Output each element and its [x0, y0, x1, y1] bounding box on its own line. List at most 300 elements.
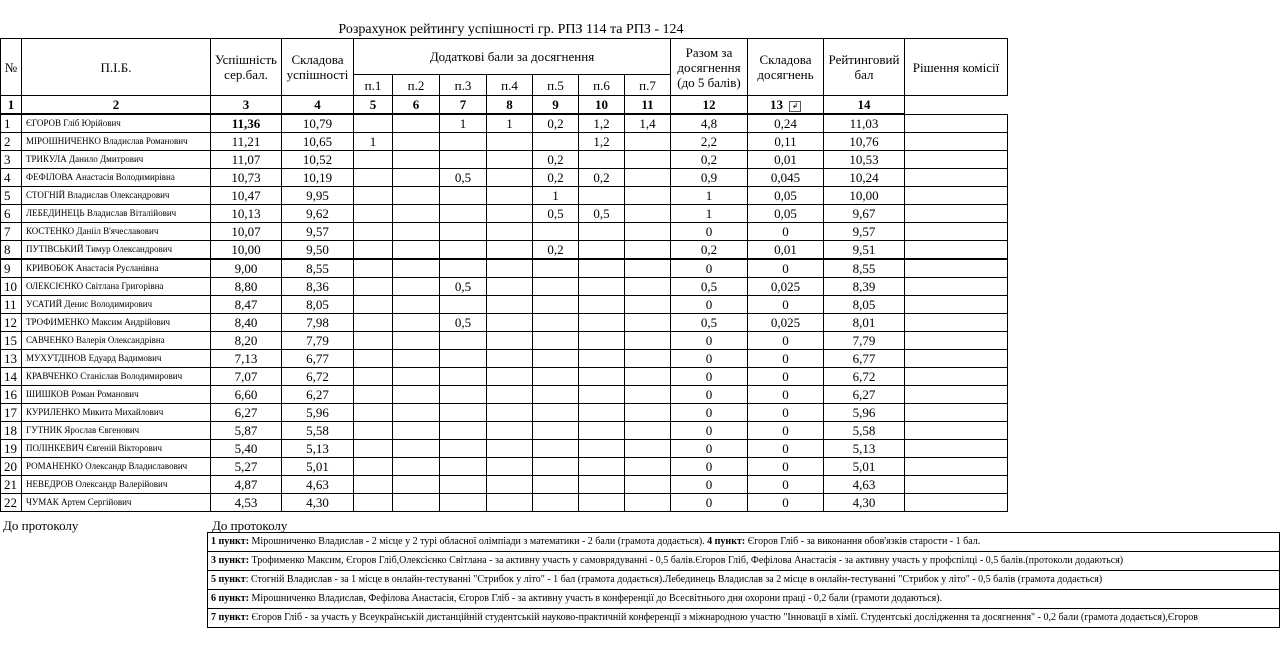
- cell-average[interactable]: 4,53: [211, 494, 282, 512]
- cell-sum[interactable]: 0,9: [671, 169, 748, 187]
- cell-point-4[interactable]: [487, 151, 533, 169]
- cell-point-1[interactable]: [354, 476, 393, 494]
- cell-point-6[interactable]: [579, 296, 625, 314]
- protocol-note[interactable]: [207, 571, 1280, 590]
- cell-point-5[interactable]: [533, 476, 579, 494]
- cell-point-5[interactable]: [533, 422, 579, 440]
- cell-point-2[interactable]: [393, 296, 440, 314]
- protocol-note[interactable]: [207, 532, 1280, 552]
- cell-point-4[interactable]: [487, 169, 533, 187]
- cell-number[interactable]: 12: [1, 314, 22, 332]
- cell-name[interactable]: СТОГНІЙ Владислав Олександрович: [22, 187, 211, 205]
- cell-decision[interactable]: [905, 151, 1008, 169]
- protocol-note[interactable]: [207, 609, 1280, 628]
- cell-sum[interactable]: 0,2: [671, 151, 748, 169]
- cell-rating[interactable]: 6,77: [824, 350, 905, 368]
- cell-point-3[interactable]: [440, 187, 487, 205]
- cell-component[interactable]: 9,57: [282, 223, 354, 241]
- cell-point-7[interactable]: [625, 476, 671, 494]
- cell-number[interactable]: 20: [1, 458, 22, 476]
- cell-point-6[interactable]: [579, 223, 625, 241]
- cell-rating[interactable]: 5,58: [824, 422, 905, 440]
- cell-point-3[interactable]: 0,5: [440, 169, 487, 187]
- cell-point-1[interactable]: [354, 205, 393, 223]
- cell-component[interactable]: 6,72: [282, 368, 354, 386]
- cell-point-7[interactable]: [625, 332, 671, 350]
- cell-number[interactable]: 11: [1, 296, 22, 314]
- cell-name[interactable]: КУРИЛЕНКО Микита Михайлович: [22, 404, 211, 422]
- cell-point-1[interactable]: [354, 278, 393, 296]
- cell-point-7[interactable]: [625, 205, 671, 223]
- cell-achievement[interactable]: 0: [748, 440, 824, 458]
- cell-decision[interactable]: [905, 169, 1008, 187]
- cell-point-1[interactable]: [354, 259, 393, 278]
- cell-rating[interactable]: 10,00: [824, 187, 905, 205]
- cell-point-3[interactable]: 0,5: [440, 314, 487, 332]
- cell-point-5[interactable]: [533, 350, 579, 368]
- cell-point-7[interactable]: [625, 494, 671, 512]
- cell-point-1[interactable]: [354, 187, 393, 205]
- cell-component[interactable]: 5,96: [282, 404, 354, 422]
- cell-name[interactable]: ШИШКОВ Роман Романович: [22, 386, 211, 404]
- cell-achievement[interactable]: 0: [748, 476, 824, 494]
- cell-component[interactable]: 8,36: [282, 278, 354, 296]
- cell-number[interactable]: 9: [1, 259, 22, 278]
- cell-decision[interactable]: [905, 458, 1008, 476]
- cell-point-7[interactable]: 1,4: [625, 114, 671, 133]
- cell-number[interactable]: 6: [1, 205, 22, 223]
- cell-achievement[interactable]: 0: [748, 259, 824, 278]
- cell-point-7[interactable]: [625, 314, 671, 332]
- cell-point-3[interactable]: 1: [440, 114, 487, 133]
- cell-point-7[interactable]: [625, 386, 671, 404]
- cell-point-6[interactable]: [579, 422, 625, 440]
- cell-point-7[interactable]: [625, 350, 671, 368]
- cell-average[interactable]: 9,00: [211, 259, 282, 278]
- cell-decision[interactable]: [905, 187, 1008, 205]
- cell-point-6[interactable]: 1,2: [579, 133, 625, 151]
- cell-rating[interactable]: 8,55: [824, 259, 905, 278]
- cell-point-3[interactable]: [440, 241, 487, 260]
- cell-achievement[interactable]: 0,025: [748, 314, 824, 332]
- cell-point-7[interactable]: [625, 422, 671, 440]
- cell-point-2[interactable]: [393, 169, 440, 187]
- cell-achievement[interactable]: 0,01: [748, 241, 824, 260]
- cell-component[interactable]: 10,79: [282, 114, 354, 133]
- cell-achievement[interactable]: 0: [748, 404, 824, 422]
- cell-component[interactable]: 8,05: [282, 296, 354, 314]
- cell-point-4[interactable]: [487, 422, 533, 440]
- cell-component[interactable]: 9,62: [282, 205, 354, 223]
- cell-point-1[interactable]: [354, 494, 393, 512]
- cell-point-7[interactable]: [625, 259, 671, 278]
- cell-sum[interactable]: 2,2: [671, 133, 748, 151]
- cell-sum[interactable]: 0: [671, 332, 748, 350]
- cell-rating[interactable]: 5,01: [824, 458, 905, 476]
- cell-decision[interactable]: [905, 476, 1008, 494]
- cell-point-4[interactable]: [487, 404, 533, 422]
- cell-point-4[interactable]: [487, 386, 533, 404]
- cell-point-6[interactable]: [579, 241, 625, 260]
- cell-sum[interactable]: 0,5: [671, 278, 748, 296]
- cell-point-4[interactable]: [487, 440, 533, 458]
- cell-component[interactable]: 4,63: [282, 476, 354, 494]
- cell-point-4[interactable]: [487, 241, 533, 260]
- cell-point-5[interactable]: [533, 133, 579, 151]
- cell-point-4[interactable]: [487, 205, 533, 223]
- cell-rating[interactable]: 11,03: [824, 114, 905, 133]
- cell-component[interactable]: 9,95: [282, 187, 354, 205]
- cell-point-5[interactable]: [533, 386, 579, 404]
- cell-point-1[interactable]: [354, 296, 393, 314]
- cell-decision[interactable]: [905, 241, 1008, 260]
- cell-component[interactable]: 9,50: [282, 241, 354, 260]
- cell-component[interactable]: 7,98: [282, 314, 354, 332]
- cell-sum[interactable]: 0: [671, 494, 748, 512]
- cell-name[interactable]: ЛЕБЕДИНЕЦЬ Владислав Віталійович: [22, 205, 211, 223]
- cell-rating[interactable]: 9,51: [824, 241, 905, 260]
- cell-number[interactable]: 19: [1, 440, 22, 458]
- cell-sum[interactable]: 0: [671, 368, 748, 386]
- cell-point-4[interactable]: [487, 259, 533, 278]
- cell-achievement[interactable]: 0,045: [748, 169, 824, 187]
- cell-number[interactable]: 1: [1, 114, 22, 133]
- cell-point-7[interactable]: [625, 458, 671, 476]
- cell-point-7[interactable]: [625, 151, 671, 169]
- cell-sum[interactable]: 0: [671, 350, 748, 368]
- cell-sum[interactable]: 0: [671, 458, 748, 476]
- cell-achievement[interactable]: 0: [748, 386, 824, 404]
- cell-point-5[interactable]: 0,5: [533, 205, 579, 223]
- cell-decision[interactable]: [905, 386, 1008, 404]
- cell-point-1[interactable]: [354, 169, 393, 187]
- cell-decision[interactable]: [905, 223, 1008, 241]
- cell-rating[interactable]: 6,72: [824, 368, 905, 386]
- cell-component[interactable]: 10,52: [282, 151, 354, 169]
- cell-number[interactable]: 7: [1, 223, 22, 241]
- cell-sum[interactable]: 0: [671, 404, 748, 422]
- cell-point-6[interactable]: [579, 458, 625, 476]
- protocol-note[interactable]: [207, 552, 1280, 571]
- cell-sum[interactable]: 0,5: [671, 314, 748, 332]
- cell-achievement[interactable]: 0: [748, 458, 824, 476]
- cell-point-2[interactable]: [393, 114, 440, 133]
- cell-number[interactable]: 16: [1, 386, 22, 404]
- cell-component[interactable]: 8,55: [282, 259, 354, 278]
- cell-point-5[interactable]: 0,2: [533, 151, 579, 169]
- cell-component[interactable]: 5,13: [282, 440, 354, 458]
- cell-decision[interactable]: [905, 133, 1008, 151]
- cell-point-2[interactable]: [393, 494, 440, 512]
- cell-point-5[interactable]: [533, 278, 579, 296]
- cell-achievement[interactable]: 0,11: [748, 133, 824, 151]
- cell-point-6[interactable]: [579, 350, 625, 368]
- cell-point-1[interactable]: [354, 241, 393, 260]
- cell-sum[interactable]: 0: [671, 440, 748, 458]
- cell-name[interactable]: РОМАНЕНКО Олександр Владиславович: [22, 458, 211, 476]
- cell-point-2[interactable]: [393, 241, 440, 260]
- cell-point-1[interactable]: [354, 368, 393, 386]
- cell-name[interactable]: ГУТНИК Ярослав Євгенович: [22, 422, 211, 440]
- cell-point-3[interactable]: [440, 133, 487, 151]
- cell-average[interactable]: 4,87: [211, 476, 282, 494]
- cell-point-7[interactable]: [625, 241, 671, 260]
- cell-point-2[interactable]: [393, 350, 440, 368]
- cell-point-4[interactable]: [487, 133, 533, 151]
- cell-name[interactable]: САВЧЕНКО Валерія Олександрівна: [22, 332, 211, 350]
- cell-point-2[interactable]: [393, 476, 440, 494]
- cell-component[interactable]: 10,19: [282, 169, 354, 187]
- cell-name[interactable]: ПУТІВСЬКИЙ Тимур Олександрович: [22, 241, 211, 260]
- cell-point-2[interactable]: [393, 314, 440, 332]
- cell-point-4[interactable]: [487, 494, 533, 512]
- cell-average[interactable]: 6,27: [211, 404, 282, 422]
- cell-point-6[interactable]: [579, 187, 625, 205]
- cell-point-6[interactable]: [579, 368, 625, 386]
- cell-point-2[interactable]: [393, 133, 440, 151]
- cell-point-7[interactable]: [625, 440, 671, 458]
- cell-point-1[interactable]: [354, 404, 393, 422]
- cell-point-5[interactable]: [533, 458, 579, 476]
- cell-average[interactable]: 8,47: [211, 296, 282, 314]
- cell-point-3[interactable]: [440, 223, 487, 241]
- cell-point-4[interactable]: [487, 187, 533, 205]
- cell-component[interactable]: 7,79: [282, 332, 354, 350]
- cell-point-6[interactable]: [579, 404, 625, 422]
- cell-number[interactable]: 4: [1, 169, 22, 187]
- cell-point-3[interactable]: 0,5: [440, 278, 487, 296]
- cell-number[interactable]: 10: [1, 278, 22, 296]
- cell-point-1[interactable]: [354, 386, 393, 404]
- cell-rating[interactable]: 10,53: [824, 151, 905, 169]
- cell-point-6[interactable]: [579, 494, 625, 512]
- cell-decision[interactable]: [905, 332, 1008, 350]
- cell-achievement[interactable]: 0: [748, 494, 824, 512]
- cell-rating[interactable]: 6,27: [824, 386, 905, 404]
- cell-point-3[interactable]: [440, 458, 487, 476]
- cell-component[interactable]: 10,65: [282, 133, 354, 151]
- cell-name[interactable]: КРАВЧЕНКО Станіслав Володимирович: [22, 368, 211, 386]
- cell-component[interactable]: 4,30: [282, 494, 354, 512]
- cell-sum[interactable]: 0: [671, 386, 748, 404]
- cell-point-5[interactable]: [533, 223, 579, 241]
- cell-point-7[interactable]: [625, 187, 671, 205]
- cell-achievement[interactable]: 0: [748, 350, 824, 368]
- cell-average[interactable]: 11,07: [211, 151, 282, 169]
- cell-point-1[interactable]: [354, 332, 393, 350]
- cell-point-1[interactable]: [354, 151, 393, 169]
- cell-rating[interactable]: 7,79: [824, 332, 905, 350]
- cell-point-7[interactable]: [625, 404, 671, 422]
- cell-name[interactable]: МІРОШНИЧЕНКО Владислав Романович: [22, 133, 211, 151]
- cell-rating[interactable]: 9,57: [824, 223, 905, 241]
- cell-point-6[interactable]: [579, 314, 625, 332]
- cell-point-3[interactable]: [440, 440, 487, 458]
- cell-decision[interactable]: [905, 368, 1008, 386]
- cell-achievement[interactable]: 0: [748, 422, 824, 440]
- cell-point-5[interactable]: [533, 494, 579, 512]
- cell-component[interactable]: 5,01: [282, 458, 354, 476]
- col-index[interactable]: 13 ↲: [748, 96, 824, 115]
- cell-average[interactable]: 5,40: [211, 440, 282, 458]
- cell-sum[interactable]: 0: [671, 296, 748, 314]
- cell-name[interactable]: КРИВОБОК Анастасія Русланівна: [22, 259, 211, 278]
- cell-decision[interactable]: [905, 350, 1008, 368]
- cell-achievement[interactable]: 0: [748, 223, 824, 241]
- cell-point-1[interactable]: [354, 440, 393, 458]
- cell-name[interactable]: ПОЛІНКЕВИЧ Євгеній Вікторович: [22, 440, 211, 458]
- cell-point-4[interactable]: [487, 476, 533, 494]
- cell-decision[interactable]: [905, 494, 1008, 512]
- cell-rating[interactable]: 5,96: [824, 404, 905, 422]
- cell-point-3[interactable]: [440, 404, 487, 422]
- cell-average[interactable]: 5,87: [211, 422, 282, 440]
- cell-point-4[interactable]: [487, 368, 533, 386]
- cell-sum[interactable]: 0: [671, 259, 748, 278]
- cell-point-5[interactable]: [533, 368, 579, 386]
- cell-point-3[interactable]: [440, 386, 487, 404]
- cell-point-4[interactable]: [487, 223, 533, 241]
- cell-average[interactable]: 10,13: [211, 205, 282, 223]
- cell-point-6[interactable]: 0,2: [579, 169, 625, 187]
- cell-decision[interactable]: [905, 296, 1008, 314]
- cell-name[interactable]: ЧУМАК Артем Сергійович: [22, 494, 211, 512]
- cell-number[interactable]: 14: [1, 368, 22, 386]
- cell-point-4[interactable]: [487, 332, 533, 350]
- cell-point-5[interactable]: [533, 404, 579, 422]
- cell-point-2[interactable]: [393, 422, 440, 440]
- cell-point-7[interactable]: [625, 223, 671, 241]
- cell-point-4[interactable]: 1: [487, 114, 533, 133]
- cell-number[interactable]: 17: [1, 404, 22, 422]
- cell-point-2[interactable]: [393, 332, 440, 350]
- cell-average[interactable]: 10,47: [211, 187, 282, 205]
- cell-name[interactable]: ТРИКУЛА Данило Дмитрович: [22, 151, 211, 169]
- cell-point-2[interactable]: [393, 205, 440, 223]
- cell-point-7[interactable]: [625, 278, 671, 296]
- cell-point-7[interactable]: [625, 133, 671, 151]
- cell-point-3[interactable]: [440, 350, 487, 368]
- cell-rating[interactable]: 5,13: [824, 440, 905, 458]
- cell-number[interactable]: 13: [1, 350, 22, 368]
- cell-sum[interactable]: 0,2: [671, 241, 748, 260]
- cell-average[interactable]: 7,07: [211, 368, 282, 386]
- cell-point-3[interactable]: [440, 368, 487, 386]
- cell-achievement[interactable]: 0: [748, 332, 824, 350]
- cell-number[interactable]: 3: [1, 151, 22, 169]
- cell-achievement[interactable]: 0: [748, 368, 824, 386]
- cell-average[interactable]: 8,80: [211, 278, 282, 296]
- cell-average[interactable]: 8,40: [211, 314, 282, 332]
- cell-average[interactable]: 6,60: [211, 386, 282, 404]
- cell-rating[interactable]: 8,05: [824, 296, 905, 314]
- cell-average[interactable]: 5,27: [211, 458, 282, 476]
- cell-name[interactable]: ТРОФИМЕНКО Максим Андрійович: [22, 314, 211, 332]
- cell-name[interactable]: ЄГОРОВ Гліб Юрійович: [22, 114, 211, 133]
- cell-decision[interactable]: [905, 404, 1008, 422]
- cell-point-6[interactable]: [579, 386, 625, 404]
- cell-number[interactable]: 5: [1, 187, 22, 205]
- cell-rating[interactable]: 4,63: [824, 476, 905, 494]
- cell-point-2[interactable]: [393, 151, 440, 169]
- cell-average[interactable]: 10,73: [211, 169, 282, 187]
- cell-sum[interactable]: 4,8: [671, 114, 748, 133]
- cell-average[interactable]: 11,36: [211, 114, 282, 133]
- cell-decision[interactable]: [905, 205, 1008, 223]
- cell-point-6[interactable]: [579, 278, 625, 296]
- cell-rating[interactable]: 10,24: [824, 169, 905, 187]
- cell-average[interactable]: 8,20: [211, 332, 282, 350]
- cell-number[interactable]: 21: [1, 476, 22, 494]
- cell-point-4[interactable]: [487, 314, 533, 332]
- cell-number[interactable]: 22: [1, 494, 22, 512]
- cell-point-6[interactable]: [579, 151, 625, 169]
- cell-decision[interactable]: [905, 440, 1008, 458]
- cell-decision[interactable]: [905, 422, 1008, 440]
- cell-achievement[interactable]: 0,24: [748, 114, 824, 133]
- cell-point-2[interactable]: [393, 440, 440, 458]
- cell-point-4[interactable]: [487, 296, 533, 314]
- cell-point-1[interactable]: 1: [354, 133, 393, 151]
- cell-point-5[interactable]: [533, 314, 579, 332]
- cell-name[interactable]: УСАТИЙ Денис Володимирович: [22, 296, 211, 314]
- cell-achievement[interactable]: 0,025: [748, 278, 824, 296]
- protocol-note[interactable]: [207, 590, 1280, 609]
- cell-component[interactable]: 6,27: [282, 386, 354, 404]
- cell-point-7[interactable]: [625, 296, 671, 314]
- cell-number[interactable]: 2: [1, 133, 22, 151]
- cell-point-5[interactable]: [533, 296, 579, 314]
- cell-point-6[interactable]: [579, 476, 625, 494]
- cell-component[interactable]: 5,58: [282, 422, 354, 440]
- cell-point-3[interactable]: [440, 332, 487, 350]
- cell-sum[interactable]: 0: [671, 223, 748, 241]
- cell-decision[interactable]: [905, 314, 1008, 332]
- cell-point-5[interactable]: [533, 259, 579, 278]
- cell-point-6[interactable]: 0,5: [579, 205, 625, 223]
- cell-point-4[interactable]: [487, 458, 533, 476]
- cell-point-1[interactable]: [354, 223, 393, 241]
- cell-name[interactable]: МУХУТДІНОВ Едуард Вадимович: [22, 350, 211, 368]
- cell-point-1[interactable]: [354, 314, 393, 332]
- cell-rating[interactable]: 8,01: [824, 314, 905, 332]
- cell-sum[interactable]: 0: [671, 476, 748, 494]
- cell-point-2[interactable]: [393, 278, 440, 296]
- cell-decision[interactable]: [905, 278, 1008, 296]
- cell-point-1[interactable]: [354, 458, 393, 476]
- cell-point-5[interactable]: 0,2: [533, 114, 579, 133]
- cell-component[interactable]: 6,77: [282, 350, 354, 368]
- cell-name[interactable]: ФЕФІЛОВА Анастасія Володимирівна: [22, 169, 211, 187]
- cell-point-3[interactable]: [440, 296, 487, 314]
- cell-point-5[interactable]: [533, 332, 579, 350]
- cell-point-3[interactable]: [440, 151, 487, 169]
- cell-average[interactable]: 10,07: [211, 223, 282, 241]
- cell-point-2[interactable]: [393, 386, 440, 404]
- cell-rating[interactable]: 9,67: [824, 205, 905, 223]
- cell-sum[interactable]: 1: [671, 205, 748, 223]
- cell-point-7[interactable]: [625, 169, 671, 187]
- cell-rating[interactable]: 4,30: [824, 494, 905, 512]
- cell-sum[interactable]: 1: [671, 187, 748, 205]
- cell-point-5[interactable]: [533, 440, 579, 458]
- cell-achievement[interactable]: 0,05: [748, 187, 824, 205]
- cell-rating[interactable]: 8,39: [824, 278, 905, 296]
- cell-point-6[interactable]: [579, 259, 625, 278]
- cell-average[interactable]: 11,21: [211, 133, 282, 151]
- cell-name[interactable]: КОСТЕНКО Данііл В'ячеславович: [22, 223, 211, 241]
- cell-point-1[interactable]: [354, 422, 393, 440]
